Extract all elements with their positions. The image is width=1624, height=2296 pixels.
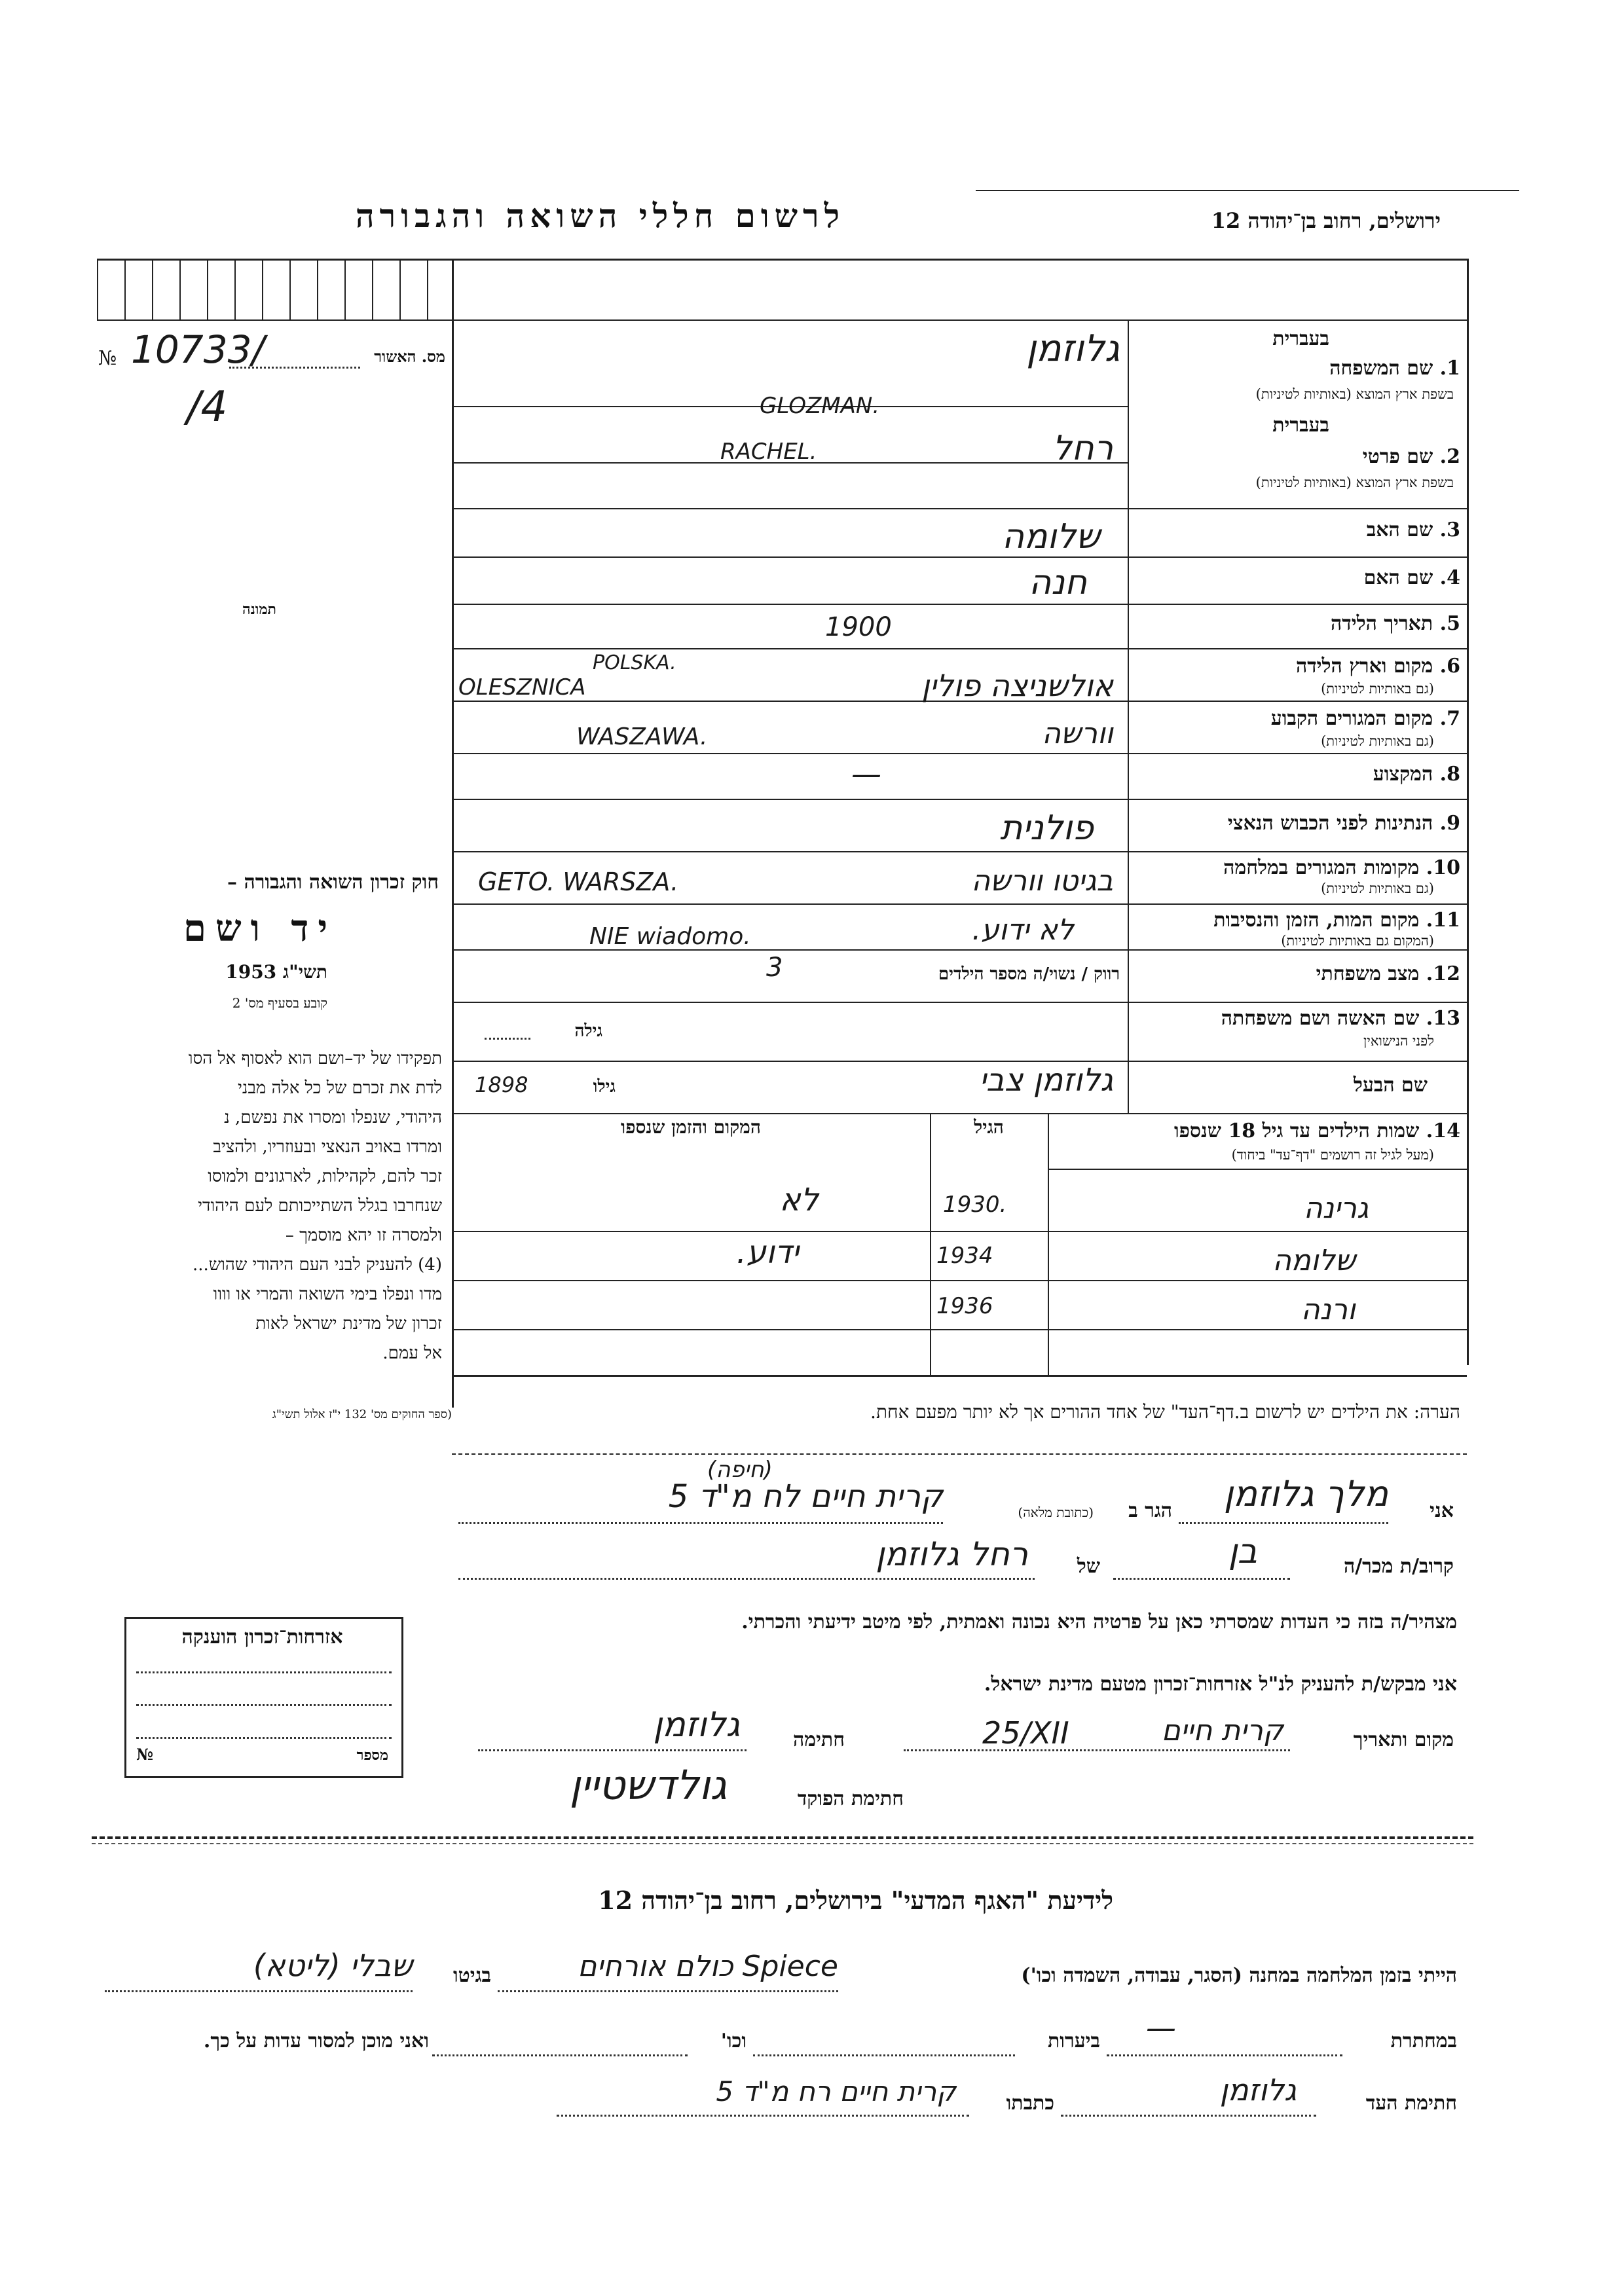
children-header-line [1048,1169,1467,1170]
husband-age-label: גילו [593,1077,616,1097]
bottom-addr-label: כתבתו [1006,2092,1054,2115]
witness-place-date-value[interactable]: קרית חיים [1161,1714,1283,1747]
field-13-age-dots [485,1038,530,1040]
witness-ani-dots [1179,1522,1388,1524]
officer-signature[interactable]: גולדשטיין [569,1761,727,1809]
citizenship-box-title: אזרחות־זכרון הוענקה [181,1626,343,1649]
law-line: מדו ונפלו בימי השואה והמרי או וווו [213,1285,442,1304]
husband-age-value[interactable]: 1898 [475,1072,528,1097]
children-col-line [1048,1113,1049,1375]
field-13-text: שם האשה ושם משפחתה [1221,1007,1420,1030]
bottom-addr-dots [557,2115,969,2117]
strip-tick [262,259,263,319]
field-4-text: שם האם [1363,566,1433,589]
field-11-label [1133,909,1460,932]
bottom-title: לידיעת "האגף המדעי" בירושלים, רחוב בן־יהודה 12 [598,1886,1113,1915]
field-1-tag: בעברית [1272,327,1329,350]
children-registration-note: הערה: את הילדים יש לרשום ב.דף־העד" של אחד ההורים אך לא יותר מפעם אחת. [870,1401,1460,1423]
field-7-text: מקום המגורים הקבוע [1270,707,1433,730]
law-year: תשי"ג 1953 [225,961,327,983]
row-line [452,903,1467,905]
field-9-label [1133,812,1460,835]
field-4-value[interactable]: חנה [1029,563,1087,602]
witness-signature-label: חתימה [793,1728,845,1751]
row-line [452,851,1467,852]
witness-place-date-dots [904,1749,1290,1751]
bottom-etc-label: וכו' [720,2030,747,2052]
field-6-note: (גם באותיות לטיניות) [1321,681,1434,697]
field-10-text: מקומות המגורים במלחמה [1223,856,1420,879]
law-title: חוק זכרון השואה והגבורה – [227,871,439,894]
witness-relation-value[interactable]: בן [1228,1532,1257,1571]
witness-address-label: הגר ב [1128,1499,1172,1522]
law-line: זכר להם, לקהילות, לארגונים ולמוסו [208,1167,442,1186]
husband-label: שם הבעל [1353,1074,1428,1097]
bottom-forest-label: ביערות [1047,2030,1100,2052]
field-12-text: מצב משפחתי [1316,962,1420,985]
field-13-label [1133,1007,1460,1030]
bottom-ghetto-value[interactable]: שבלי (ליטא) [253,1948,413,1983]
citizenship-line [136,1671,392,1673]
strip-tick [234,259,236,319]
approval-number: 10733/ [131,327,265,372]
field-10-note: (גם באותיות לטיניות) [1321,881,1434,896]
child-1-name[interactable]: גרינה [1303,1192,1369,1225]
citizenship-line [136,1704,392,1706]
field-10-label [1133,856,1460,879]
strip-tick [124,259,126,319]
strip-tick [289,259,291,319]
field-13-age-label: גילה [574,1021,602,1041]
law-line: לדת את זכרם של כל אלה מבני [238,1078,442,1098]
bottom-ghetto-dots [105,1990,413,1992]
citizenship-box [124,1617,403,1778]
law-line: זכרון של מדינת ישראל לאות [255,1314,442,1334]
field-4-label [1133,566,1460,589]
strip-tick [152,259,153,319]
field-11-hebrew-value[interactable]: לא ידוע. [972,913,1074,947]
children-place-header: המקום והזמן שנספו [621,1116,761,1138]
field-11-latin-value[interactable]: NIE wiadomo. [589,923,751,950]
law-clause: קובע בסעיף מס' 2 [232,995,327,1011]
field-8-value[interactable]: — [851,756,881,792]
field-2-hebrew-value[interactable]: רחל [1052,429,1113,468]
children-age-header: הגיל [974,1116,1004,1138]
row-line [452,753,1467,754]
approval-no-mark: № [98,347,117,370]
citizenship-line [136,1737,392,1739]
law-footnote: (ספר החוקים מס' 132 י"ז אלול תשי"ג [272,1408,452,1421]
field-11-text: מקום המות, הזמן והנסיבות [1213,909,1420,932]
witness-signature-dots [478,1749,747,1751]
section-separator [92,1843,1473,1844]
children-row-line [452,1329,1467,1330]
witness-date-value[interactable]: 25/XII [982,1715,1069,1751]
field-13-note: לפני הנישואין [1363,1033,1434,1049]
field-5-value[interactable]: 1900 [825,612,892,642]
witness-address-dots [458,1522,943,1524]
bottom-ghetto-label: בגיטו [452,1964,491,1987]
bottom-forest-dots [753,2054,1015,2056]
strip-tick [179,259,181,319]
field-5-text: תאריך הלידה [1331,612,1433,635]
field-6-country-value[interactable]: POLSKA. [593,651,676,674]
field-12-label [1133,962,1460,985]
form-title: לרשום חללי השואה והגבורה [355,196,845,235]
children-num: 14. [1426,1120,1460,1142]
law-line: ומרדו באויב הנאצי ובעוזריו, ולהציב [213,1137,442,1157]
field-11-note: (המקום גם באותיות לטיניות) [1281,933,1434,949]
bottom-sig-dots [1061,2115,1316,2117]
field-7-hebrew-value[interactable]: וורשה [1042,717,1113,750]
field-2-text: שם פרטי [1362,445,1433,468]
row-line [452,1002,1467,1003]
field-1-num: 1. [1439,357,1460,380]
field-11-num: 11. [1426,909,1460,932]
field-9-num: 9. [1439,812,1460,835]
field-12-value[interactable]: רווק / נשוי/ה מספר הילדים [938,964,1120,984]
child-2-place[interactable]: ידוע. [736,1234,799,1271]
field-6-text: מקום וארץ הלידה [1295,655,1433,678]
field-3-value[interactable]: שלומה [1002,517,1100,556]
law-line: תפקידו של יד–ושם הוא לאסוף אל הסו [188,1049,442,1068]
child-3-name[interactable]: ורנה [1301,1293,1356,1326]
frame-top [97,259,1467,261]
law-line: היהודי, שנפלו ומסרו את נפשם, נ [224,1108,442,1127]
officer-signature-label: חתימת הפוקד [797,1787,904,1810]
field-1-latin-value[interactable]: GLOZMAN. [760,393,880,419]
approval-sub: /4 [187,383,228,431]
husband-value[interactable]: גלוזמן צבי [979,1062,1113,1099]
witness-of-value[interactable]: רחל גלוזמן [876,1535,1028,1573]
field-1-label [1133,357,1460,380]
field-10-hebrew-value[interactable]: בגיטו וורשה [971,864,1113,898]
field-12-num: 12. [1426,962,1460,985]
bottom-forest-value[interactable]: — [1146,2010,1176,2045]
field-7-num: 7. [1439,707,1460,730]
field-2-label [1133,445,1460,468]
field-2-num: 2. [1439,445,1460,468]
law-line: שנחרבו בגלל השתייכותם לעם היהודי [198,1196,442,1216]
field-9-text: הנתינות לפני הכבוש הנאצי [1227,812,1433,835]
field-5-num: 5. [1439,612,1460,635]
field-2-tag: בעברית [1272,414,1329,437]
witness-address-value[interactable]: קרית חיים לח מ"ד 5 [668,1478,943,1515]
witness-declaration: מצהיר/ה בזה כי העדות שמסרתי כאן על פרטיה היא נכונה ואמתית, לפי מיטב ידיעתי והכרתי. [741,1611,1457,1633]
strip-tick [317,259,318,319]
row-line [452,799,1467,800]
row-line [452,508,1467,509]
children-bottom-line [452,1375,1467,1377]
witness-of-dots [458,1578,1035,1580]
field-8-text: המקצוע [1373,763,1433,786]
bottom-sig-label: חתימת העד [1365,2092,1457,2115]
section-separator [92,1836,1473,1839]
bottom-hiding-label: במחתרת [1390,2030,1457,2052]
header-top-line [976,190,1519,191]
field-10-num: 10. [1426,856,1460,879]
field-7-label [1133,707,1460,730]
witness-ani-label: אני [1430,1499,1454,1522]
field-12-count[interactable]: 3 [766,953,783,983]
strip-tick [344,259,346,319]
strip-tick [399,259,401,319]
field-9-value[interactable]: פולנית [1000,809,1094,848]
witness-request: אני מבקש/ת להעניק לנ"ל אזרחות־זכרון מטעם מדינת ישראל. [984,1673,1457,1696]
law-line: ולמסרה זו יהא מוסמך – [285,1226,442,1245]
witness-relation-dots [1113,1578,1290,1580]
law-name: יד ושם [183,907,337,950]
field-2-latin-value[interactable]: RACHEL. [720,439,817,465]
children-row-line [452,1280,1467,1281]
strip-tick [207,259,208,319]
bottom-etc-dots [432,2054,688,2056]
law-line: (4) להעניק לבני העם היהודי שהוש... [193,1255,442,1275]
field-1-text: שם המשפחה [1329,357,1433,380]
citizenship-no-mark: № [136,1745,154,1764]
field-10-latin-value[interactable]: GETO. WARSZA. [478,867,679,896]
field-8-label [1133,763,1460,786]
row-line [452,648,1467,649]
witness-signature[interactable]: גלוזמן [653,1705,740,1745]
field-3-num: 3. [1439,519,1460,541]
field-7-note: (גם באותיות לטיניות) [1321,733,1434,749]
child-2-name[interactable]: שלומה [1272,1244,1356,1277]
field-7-latin-value[interactable]: WASZAWA. [576,723,708,750]
children-col-line [930,1113,931,1375]
law-line: אל עמם. [382,1343,442,1363]
witness-address-note: (כתובת מלאה) [1018,1504,1094,1520]
strip-tick [427,259,428,319]
children-label [1054,1120,1460,1142]
field-6-latin-value[interactable]: OLESZNICA [458,674,586,701]
bottom-hiding-dots [1107,2054,1342,2056]
witness-address-extra[interactable]: (חיפה) [707,1457,773,1483]
witness-ani-value[interactable]: מלך גלוזמן [1223,1473,1388,1514]
child-1-place[interactable]: לא [779,1182,819,1218]
children-text: שמות הילדים עד גיל 18 שנספו [1173,1120,1420,1142]
field-3-text: שם האב [1366,519,1433,541]
field-8-num: 8. [1439,763,1460,786]
strip-tick [97,259,98,319]
row-line [452,556,1467,558]
field-13-num: 13. [1426,1007,1460,1030]
witness-of-label: של [1077,1555,1100,1578]
children-row-line [452,1231,1467,1232]
children-note: (מעל לגיל זה רושמים "דף־עד" ביחוד) [1231,1147,1434,1163]
field-1-note: בשפת ארץ המוצא (באותיות לטיניות) [1255,386,1454,402]
bottom-addr-value[interactable]: קרית חיים רח מ"ד 5 [716,2075,956,2107]
law-text [98,1044,442,1368]
bottom-sig-value[interactable]: גלוזמן [1219,2072,1297,2107]
header-address: ירושלים, רחוב בן־יהודה 12 [1211,208,1441,233]
approval-dots [229,367,360,369]
field-6-num: 6. [1439,655,1460,678]
frame-label-col [1128,319,1129,1114]
bottom-ready-text: ואני מוכן למסור עדות על כך. [203,2030,429,2052]
field-1-hebrew-value[interactable]: גלוזמן [1026,327,1120,370]
field-6-hebrew-value[interactable]: אולשניצה פולין [921,668,1113,703]
field-5-label [1133,612,1460,635]
bottom-camp-value[interactable]: Spiece כולם אורחים [578,1950,838,1983]
frame-left-col [452,259,454,1408]
row-line [452,604,1467,605]
strip-tick [372,259,373,319]
citizenship-no-label: מספר [356,1747,388,1764]
frame-right [1467,259,1469,1365]
field-3-label [1133,519,1460,541]
witness-place-date-label: מקום ותאריך [1353,1728,1454,1751]
bottom-camp-label: הייתי בזמן המלחמה במחנה (הסגר, עבודה, השמדה וכו') [1021,1964,1457,1987]
child-3-year[interactable]: 1936 [936,1293,993,1319]
witness-relation-label: קרוב/ת מכר/ה [1343,1555,1454,1578]
field-6-label [1133,655,1460,678]
field-4-num: 4. [1439,566,1460,589]
bottom-camp-dots [498,1990,838,1992]
photo-label: תמונה [242,601,276,618]
child-2-year[interactable]: 1934 [936,1243,993,1269]
field-2-note: בשפת ארץ המוצא (באותיות לטיניות) [1255,475,1454,490]
note-bottom-line [452,1453,1467,1455]
child-1-year[interactable]: 1930. [943,1192,1007,1218]
row-line [452,1113,1467,1114]
frame-sub-top [97,319,1467,321]
approval-label: מס. האשור [374,347,445,366]
